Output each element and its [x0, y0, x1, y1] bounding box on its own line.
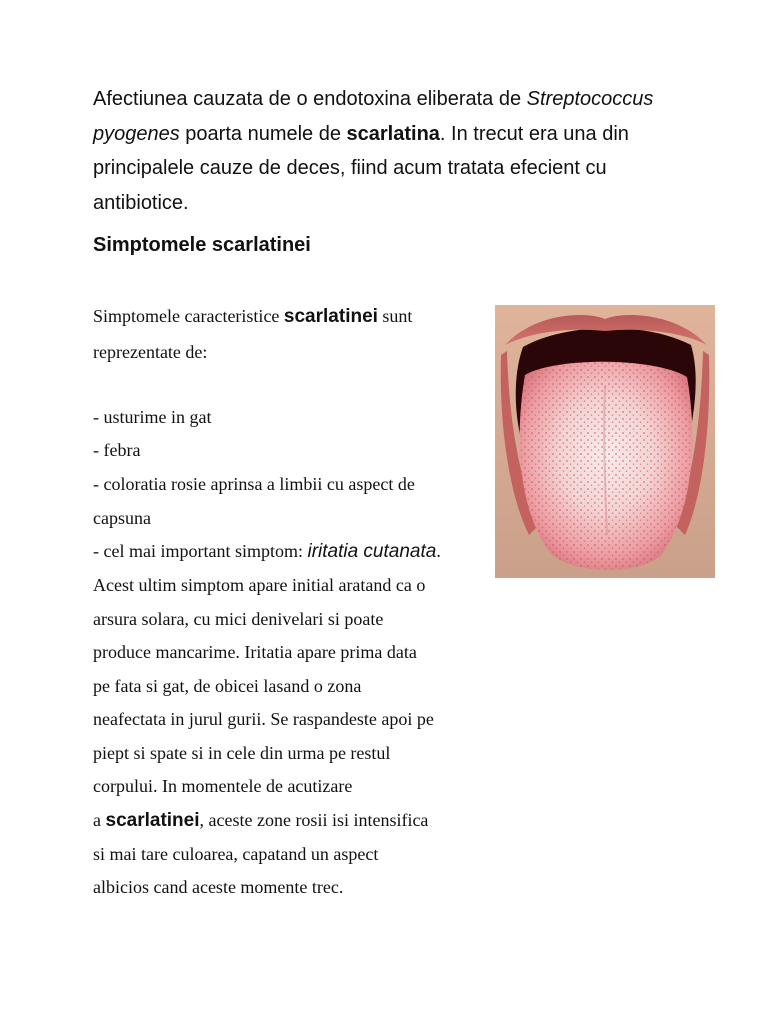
symptom-tongue-color: - coloratia rosie aprinsa a limbii cu aspect de: [93, 474, 415, 494]
body-line-16: si mai tare culoarea, capatand un aspect: [93, 844, 379, 864]
intro-text-3: . In trecut era una din principalele cauze de deces, fiind acum tratata efecient cu antibiotice.: [93, 122, 629, 214]
section-heading: Simptomele scarlatinei: [93, 234, 311, 256]
body-line-15: [93, 808, 428, 833]
symptom-rash-label: - cel mai important simptom:: [93, 541, 308, 561]
disease-name: scarlatina: [346, 122, 440, 145]
symptom-tongue-color-cont: capsuna: [93, 508, 151, 528]
body-line-14: corpului. In momentele de acutizare: [93, 776, 353, 796]
symptom-rash: [93, 539, 441, 564]
intro-text-2: poarta numele de: [179, 122, 347, 145]
body-line-13: piept si spate si in cele din urma pe restul: [93, 743, 391, 763]
body-line-1-end: sunt: [377, 306, 413, 326]
intro-text-1: Afectiunea cauzata de o endotoxina eliberata de: [93, 88, 527, 110]
body-line-12: neafectata in jurul gurii. Se raspandeste apoi pe: [93, 709, 434, 729]
body-line-1: [93, 304, 412, 329]
body-line-11: pe fata si gat, de obicei lasand o zona: [93, 676, 362, 696]
rash-emphasis: iritatia cutanata: [307, 541, 437, 562]
symptom-fever: - febra: [93, 440, 141, 460]
body-line-1-text: Simptomele caracteristice: [93, 306, 284, 326]
symptom-sore-throat: - usturime in gat: [93, 407, 212, 427]
body-line-9: arsura solara, cu mici denivelari si poate: [93, 609, 384, 629]
tongue-illustration: [495, 305, 715, 578]
body-line-15-start: a: [93, 810, 106, 830]
body-line-8: Acest ultim simptom apare initial aratand ca o: [93, 575, 426, 595]
intro-paragraph: [93, 82, 693, 220]
disease-emphasis-2: scarlatinei: [105, 810, 200, 831]
tongue-photo: [495, 305, 715, 578]
body-line-15-end: , aceste zone rosii isi intensifica: [199, 810, 429, 830]
body-line-2: reprezentate de:: [93, 342, 208, 362]
body-line-17: albicios cand aceste momente trec.: [93, 877, 344, 897]
symptom-rash-end: .: [436, 541, 441, 561]
species-name: Streptococcus pyogenes: [93, 88, 654, 145]
tongue-papillae: [520, 362, 693, 570]
body-line-10: produce mancarime. Iritatia apare prima data: [93, 642, 417, 662]
disease-emphasis: scarlatinei: [283, 306, 378, 327]
